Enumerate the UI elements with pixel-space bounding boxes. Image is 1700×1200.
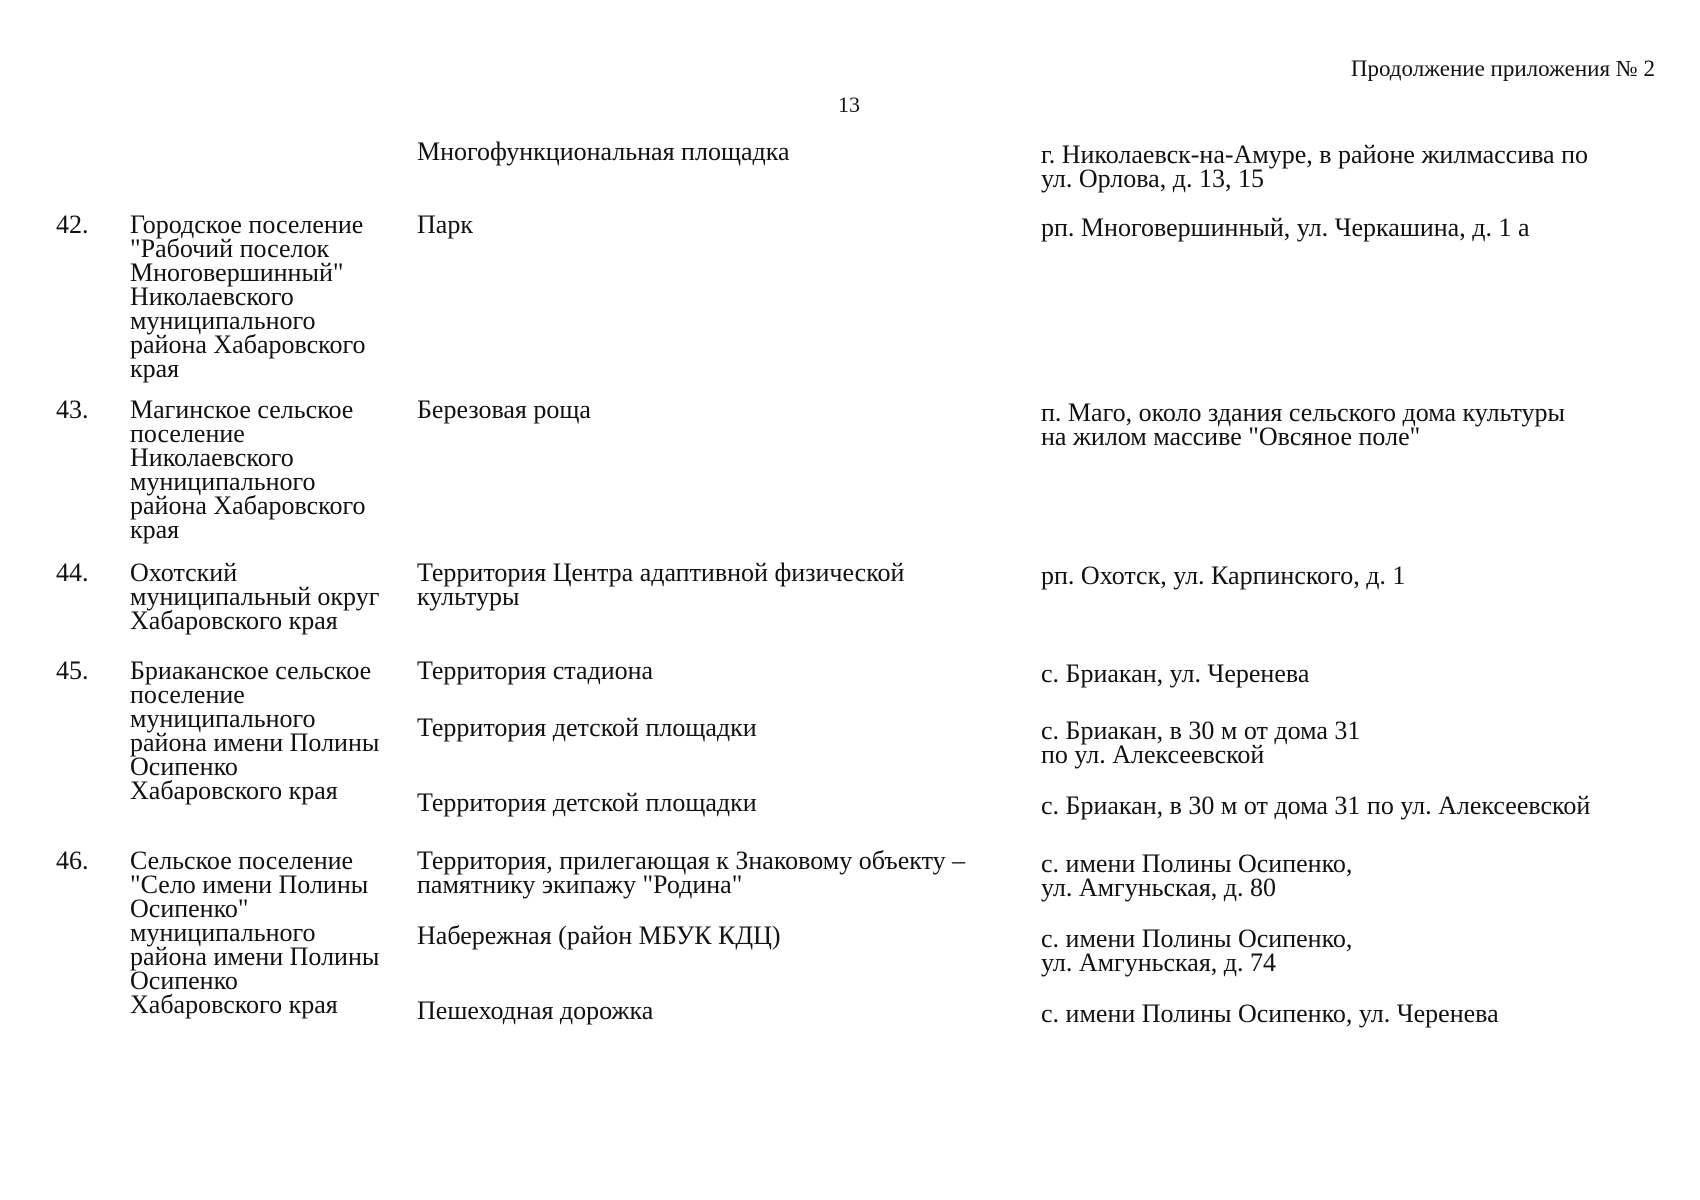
object-address: с. имени Полины Осипенко, ул. Черенева xyxy=(1041,999,1499,1028)
object-name: Набережная (район МБУК КДЦ) xyxy=(417,921,781,950)
row-number: 46. xyxy=(56,846,89,875)
object-address: с. Бриакан, в 30 м от дома 31 по ул. Алексеевской xyxy=(1041,791,1591,820)
organization-name: Бриаканское сельское поселение муниципального района имени Полины Осипенко Хабаровского края xyxy=(130,656,380,805)
row-number: 45. xyxy=(56,656,89,685)
object-name: Парк xyxy=(417,210,473,239)
object-address: с. Бриакан, ул. Черенева xyxy=(1041,659,1310,688)
object-address: с. Бриакан, в 30 м от дома 31 по ул. Алексеевской xyxy=(1041,716,1361,769)
object-name: Территория детской площадки xyxy=(417,713,757,742)
object-address: рп. Охотск, ул. Карпинского, д. 1 xyxy=(1041,561,1406,590)
object-address: п. Маго, около здания сельского дома культуры на жилом массиве "Овсяное поле" xyxy=(1041,398,1565,451)
object-name: Территория стадиона xyxy=(417,656,654,685)
organization-name: Сельское поселение "Село имени Полины Осипенко" муниципального района имени Полины Осипенко Хабаровского края xyxy=(130,846,380,1019)
row-number: 42. xyxy=(56,210,89,239)
page-number: 13 xyxy=(838,92,860,117)
appendix-continuation-header: Продолжение приложения № 2 xyxy=(1350,56,1655,81)
object-name: Многофункциональная площадка xyxy=(417,137,790,166)
object-address: г. Николаевск-на-Амуре, в районе жилмассива по ул. Орлова, д. 13, 15 xyxy=(1041,140,1589,193)
object-name: Территория Центра адаптивной физической культуры xyxy=(417,558,905,611)
row-number: 44. xyxy=(56,558,89,587)
object-name: Территория детской площадки xyxy=(417,788,757,817)
organization-name: Охотский муниципальный округ Хабаровского края xyxy=(130,558,380,635)
object-name: Пешеходная дорожка xyxy=(417,996,654,1025)
object-address: с. имени Полины Осипенко, ул. Амгуньская, д. 74 xyxy=(1041,924,1353,977)
object-name: Территория, прилегающая к Знаковому объекту – памятнику экипажу "Родина" xyxy=(417,846,966,899)
object-address: с. имени Полины Осипенко, ул. Амгуньская, д. 80 xyxy=(1041,849,1353,902)
organization-name: Магинское сельское поселение Николаевского муниципального района Хабаровского края xyxy=(130,395,366,544)
object-name: Березовая роща xyxy=(417,395,591,424)
organization-name: Городское поселение "Рабочий поселок Многовершинный" Николаевского муниципального района Хабаровского края xyxy=(130,210,366,383)
row-number: 43. xyxy=(56,395,89,424)
object-address: рп. Многовершинный, ул. Черкашина, д. 1 а xyxy=(1041,213,1530,242)
